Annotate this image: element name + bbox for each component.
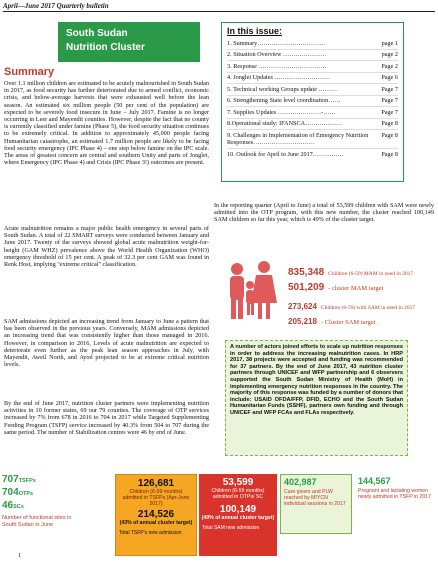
tsfp-total-label: Total TSFP's new admission	[119, 530, 182, 536]
toc-item[interactable]: 9. Challenges in Implementation of Emergency Nutrition Responses………………………… Page 8	[227, 130, 398, 149]
toc-item[interactable]: 2. Situation Overview ………………… page 2	[227, 50, 398, 62]
family-silhouette-icon	[222, 255, 282, 325]
stat-sam-target: 205,218 - Cluster SAM target .	[288, 317, 379, 326]
toc-item[interactable]: 10. Outlook for April to June 2017…………… Page 8	[227, 150, 398, 158]
plw-panel	[355, 474, 435, 534]
tsfp-target-percent: (43% of annual cluster target)	[119, 520, 193, 526]
page-number: 1	[18, 553, 21, 559]
toc-item[interactable]: 6. Strengthening State level coordination…… Page 7	[227, 96, 398, 108]
tsfp-label: TSFPs	[18, 478, 36, 484]
otp-target-percent: (49% of annual cluster target)	[201, 515, 275, 521]
toc-item[interactable]: 8.Operational study: IFANSCA……………… Page 8	[227, 119, 398, 131]
toc-item[interactable]: 3. Response …………………………… Page 2	[227, 61, 398, 73]
otp-count: 704	[2, 487, 19, 498]
title-box	[58, 22, 200, 62]
toc-item[interactable]: 1. Summary…………………………… page 1	[227, 38, 398, 50]
otp-admissions-number: 53,599	[222, 477, 254, 488]
summary-paragraph-4: By the end of June 2017, nutrition cluster partners were implementing nutrition activities in 10 former states, 69 our 79 counties. The coverage of OTP services increased by 7% from 678 in 2016 to 704 in 2017 while Targeted Supplementing Feeding Program (TSFP) service increased by 40.3% from 504 to 707 during the same period. The number of Stabilization centres were 46 by end of June.	[4, 400, 209, 436]
title-line-2: Nutrition Cluster	[66, 42, 145, 53]
summary-paragraph-1: Over 1.1 million children are estimated to be acutely malnourished in South Sudan in 2017, as food security has further deteriorated due to armed conflict, economic crisis, and below-average harvests that were exhausted well before the lean season. An estimated six million people (50 per cent of the population) are expected to be severely food insecure in June – July 2017. Famine is no longer occurring in Leer and Mayendit counties. However, despite the fact that no county is currently classified under famine (Phase 5), the food security situation continues to be extremely critical. In addition to approximately 45,000 people facing Humanitarian catastrophe, an estimated 1.7 million people are likely to be facing food security emergency (IPC Phase 4) – one step below famine on the IPC scale. The areas of greatest concern are central and southern Unity and parts of Jonglei, where Emergency (IPC Phase 4) and Crisis (IPC Phase 3!) outcomes are present.	[4, 80, 210, 167]
toc-title: In this issue:	[227, 26, 283, 36]
tsfp-admissions-number: 126,681	[137, 478, 175, 489]
stat-mam-need: 835,348 Children (6-59) MAM in need in 2017	[288, 267, 414, 278]
bulletin-header: April—June 2017 Quarterly bulletin	[3, 2, 109, 10]
otp-total-label: Total SAM new admission	[202, 525, 260, 531]
stat-mam-target: 501,209 - cluster MAM target	[288, 282, 384, 293]
toc-item[interactable]: 5. Technical working Groups update ……… Page 7	[227, 84, 398, 96]
otp-label: OTPs	[18, 491, 34, 497]
miycn-label: Care givers and PLW reached by MIYCN individual sessions in 2017	[284, 489, 346, 508]
tsfp-total-number: 214,526	[137, 509, 175, 520]
otp-admission-paragraph: In the reporting quarter (April to June) a total of 53,599 children with SAM were newly admitted into the OTP program, with this new number, the cluster reached 100,149 SAM children so far this year, which is 49% of the cluster target.	[214, 202, 434, 224]
summary-heading: Summary	[4, 66, 55, 78]
title-line-1: South Sudan	[66, 28, 128, 39]
miycn-panel	[280, 474, 352, 534]
plw-number: 144,567	[358, 476, 391, 486]
tsfp-count: 707	[2, 474, 19, 485]
plw-label: Pregnant and lactating women newly admitted in TSFP in 2017	[358, 488, 432, 501]
toc-list	[227, 38, 398, 160]
header-divider	[3, 11, 435, 12]
toc-item[interactable]: 4. Jonglei Updates ……………………… Page 6	[227, 73, 398, 85]
summary-paragraph-2: Acute malnutrition remains a major public health emergency in several parts of South Sudan. A total of 22 SMART surveys were conducted between January and June 2017. Twenty of the surveys showed global acute malnutrition weight-for-height (GAM WHZ) prevalence above the World Health Organization (WHO) emergency threshold of 15 per cent. A peak of 32.3 per cent GAM was found in Renk Host, implying "extreme critical" classification.	[4, 225, 209, 269]
sc-count: 46	[2, 500, 14, 511]
otp-total-number: 100,149	[219, 504, 257, 515]
family-figure	[222, 255, 282, 325]
mam-admission-panel	[115, 474, 197, 556]
partners-box: A number of actors joined efforts to scale up nutrition responses in order to address the increasing malnutrition cases. In HRP 2017, 38 projects were accepted and funding was recommended for 37 partners. By the end of June 2017, 43 nutrition cluster partners through UNICEF and WFP partnership and 6 observers supported the South Sudan Ministry of Health (MoH) in implementing emergency nutrition responses in the country. The majority of this response was funded by a number of donors that include: USAID OFDA/FFP, DFID, ECHO and the South Sudan Humanitarian Funds (SSHF), partners own funding and through UNICEF and WFP FCAs and FLAs respectively.	[225, 340, 408, 456]
miycn-number: 402,987	[284, 477, 317, 487]
toc-item[interactable]: 7. Supplies Updates …………………-…… Page 7	[227, 107, 398, 119]
sites-caption: Number of functional sites in South Sudan in June	[2, 515, 72, 528]
otp-admissions-label: Children (6-59 months) admitted in OTPs/ SC	[211, 488, 265, 500]
summary-paragraph-3: SAM admissions depicted an increasing trend from January to June a pattern that has been observed in the previous years. Conversely, MAM admissions depicted an increasing trend that was consistently higher than those managed in 2016. However, in comparison to 2016, Levels of acute malnutrition are expected to deteriorate even further as the peak lean season approaches in July, with Mayendit, Aweil North, and Ayod projected to be at extreme critical nutrition levels.	[4, 318, 209, 369]
table-of-contents	[221, 22, 404, 182]
functional-sites-panel	[2, 474, 112, 544]
tsfp-admissions-label: Children (6-59 months) admitted in TSFPs (Apr-June 2017)	[122, 489, 190, 507]
sc-label: SCs	[13, 504, 24, 510]
stat-sam-need: 273,624 Children (6-59) with SAM in need in 2017	[288, 302, 416, 311]
sam-admission-panel	[199, 474, 277, 556]
